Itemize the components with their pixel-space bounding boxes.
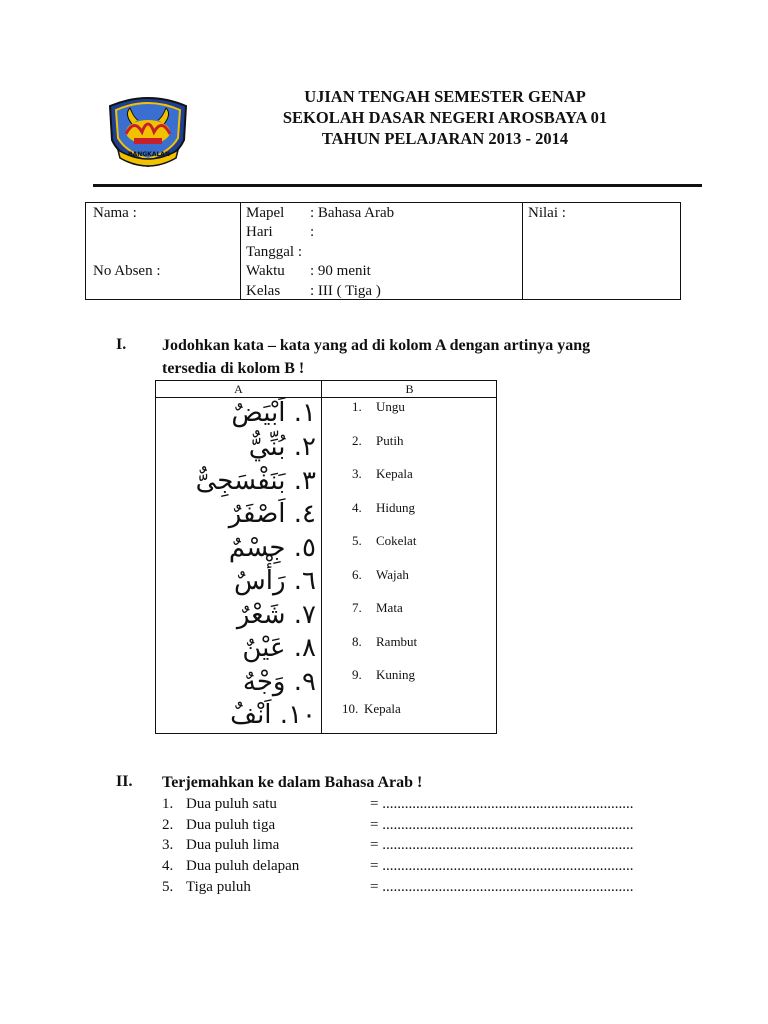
list-item: 9. Kuning xyxy=(352,667,415,682)
kelas-label: Kelas xyxy=(246,282,281,299)
column-a-header: A xyxy=(234,382,243,396)
table-column-divider xyxy=(321,381,322,733)
info-column-score xyxy=(523,203,680,299)
info-column-subject xyxy=(241,203,523,299)
arabic-word: ٩. وَجْهٌ xyxy=(242,667,316,697)
arabic-word: ٦. رَأْسٌ xyxy=(233,566,316,596)
header-line-2: SEKOLAH DASAR NEGERI AROSBAYA 01 xyxy=(282,108,608,127)
no-absen-label: No Absen : xyxy=(93,263,161,280)
list-item: 5. Cokelat xyxy=(352,533,417,548)
section-1-instruction xyxy=(162,334,702,380)
answer-blank: = ................................................................... xyxy=(370,817,634,833)
section-2-number: II. xyxy=(116,773,133,790)
list-item: 8. Rambut xyxy=(352,634,418,649)
section-2-title: Terjemahkan ke dalam Bahasa Arab ! xyxy=(162,774,423,791)
table-header-line xyxy=(156,397,496,398)
arabic-word: ٢. بُنِّيٌّ xyxy=(248,432,316,462)
waktu-label: Waktu xyxy=(246,263,285,280)
list-item: 3. Kepala xyxy=(352,466,413,481)
arabic-word: ٧. شَعْرٌ xyxy=(236,600,316,630)
list-item: 6. Wajah xyxy=(352,567,409,582)
answer-blank: = ................................................................... xyxy=(370,879,634,895)
header-line-1: UJIAN TENGAH SEMESTER GENAP xyxy=(304,87,586,106)
section-1-line-1: Jodohkan kata – kata yang ad di kolom A dengan artinya yang xyxy=(162,337,591,354)
nama-label: Nama : xyxy=(93,205,137,221)
header-divider xyxy=(93,184,702,187)
arabic-word: ١٠. اَنْفٌ xyxy=(230,700,316,730)
list-item: 10. Kepala xyxy=(342,701,401,716)
hari-label: Hari xyxy=(246,224,273,241)
list-item: 2. Putih xyxy=(352,433,404,448)
list-item: 7. Mata xyxy=(352,600,403,615)
mapel-value: : Bahasa Arab xyxy=(310,205,395,221)
list-item: 4. Hidung xyxy=(352,500,415,515)
mapel-label: Mapel xyxy=(246,205,285,221)
header-line-3: TAHUN PELAJARAN 2013 - 2014 xyxy=(321,129,569,148)
arabic-word: ٣. بَنَفْسَجِىٌّ xyxy=(195,466,316,496)
list-item: 1. Ungu xyxy=(352,399,405,414)
column-b-header: B xyxy=(405,382,414,396)
matching-table xyxy=(155,380,497,734)
student-info-box xyxy=(85,202,681,300)
arabic-word: ٥. جِسْمٌ xyxy=(228,533,316,563)
answer-blank: = ................................................................... xyxy=(370,858,634,874)
answer-blank: = ................................................................... xyxy=(370,796,634,812)
school-logo xyxy=(104,88,192,172)
arabic-word: ٨. عَيْنٌ xyxy=(242,633,316,663)
kelas-value: : III ( Tiga ) xyxy=(310,282,381,299)
exam-header xyxy=(190,86,700,149)
hari-value: : xyxy=(310,224,315,241)
info-column-student xyxy=(86,203,241,299)
tanggal-label: Tanggal : xyxy=(246,243,303,260)
waktu-value: : 90 menit xyxy=(310,263,371,280)
section-1-number: I. xyxy=(116,336,127,353)
arabic-word: ١. اَبْيَضٌ xyxy=(231,398,316,428)
arabic-word: ٤. اَصْفَرٌ xyxy=(228,499,316,529)
bangkalan-emblem-icon xyxy=(104,88,192,172)
nilai-label: Nilai : xyxy=(528,205,566,221)
logo-text: BANGKALAN xyxy=(128,151,170,158)
section-1-line-2: tersedia di kolom B ! xyxy=(162,360,305,377)
answer-blank: = ................................................................... xyxy=(370,837,634,853)
